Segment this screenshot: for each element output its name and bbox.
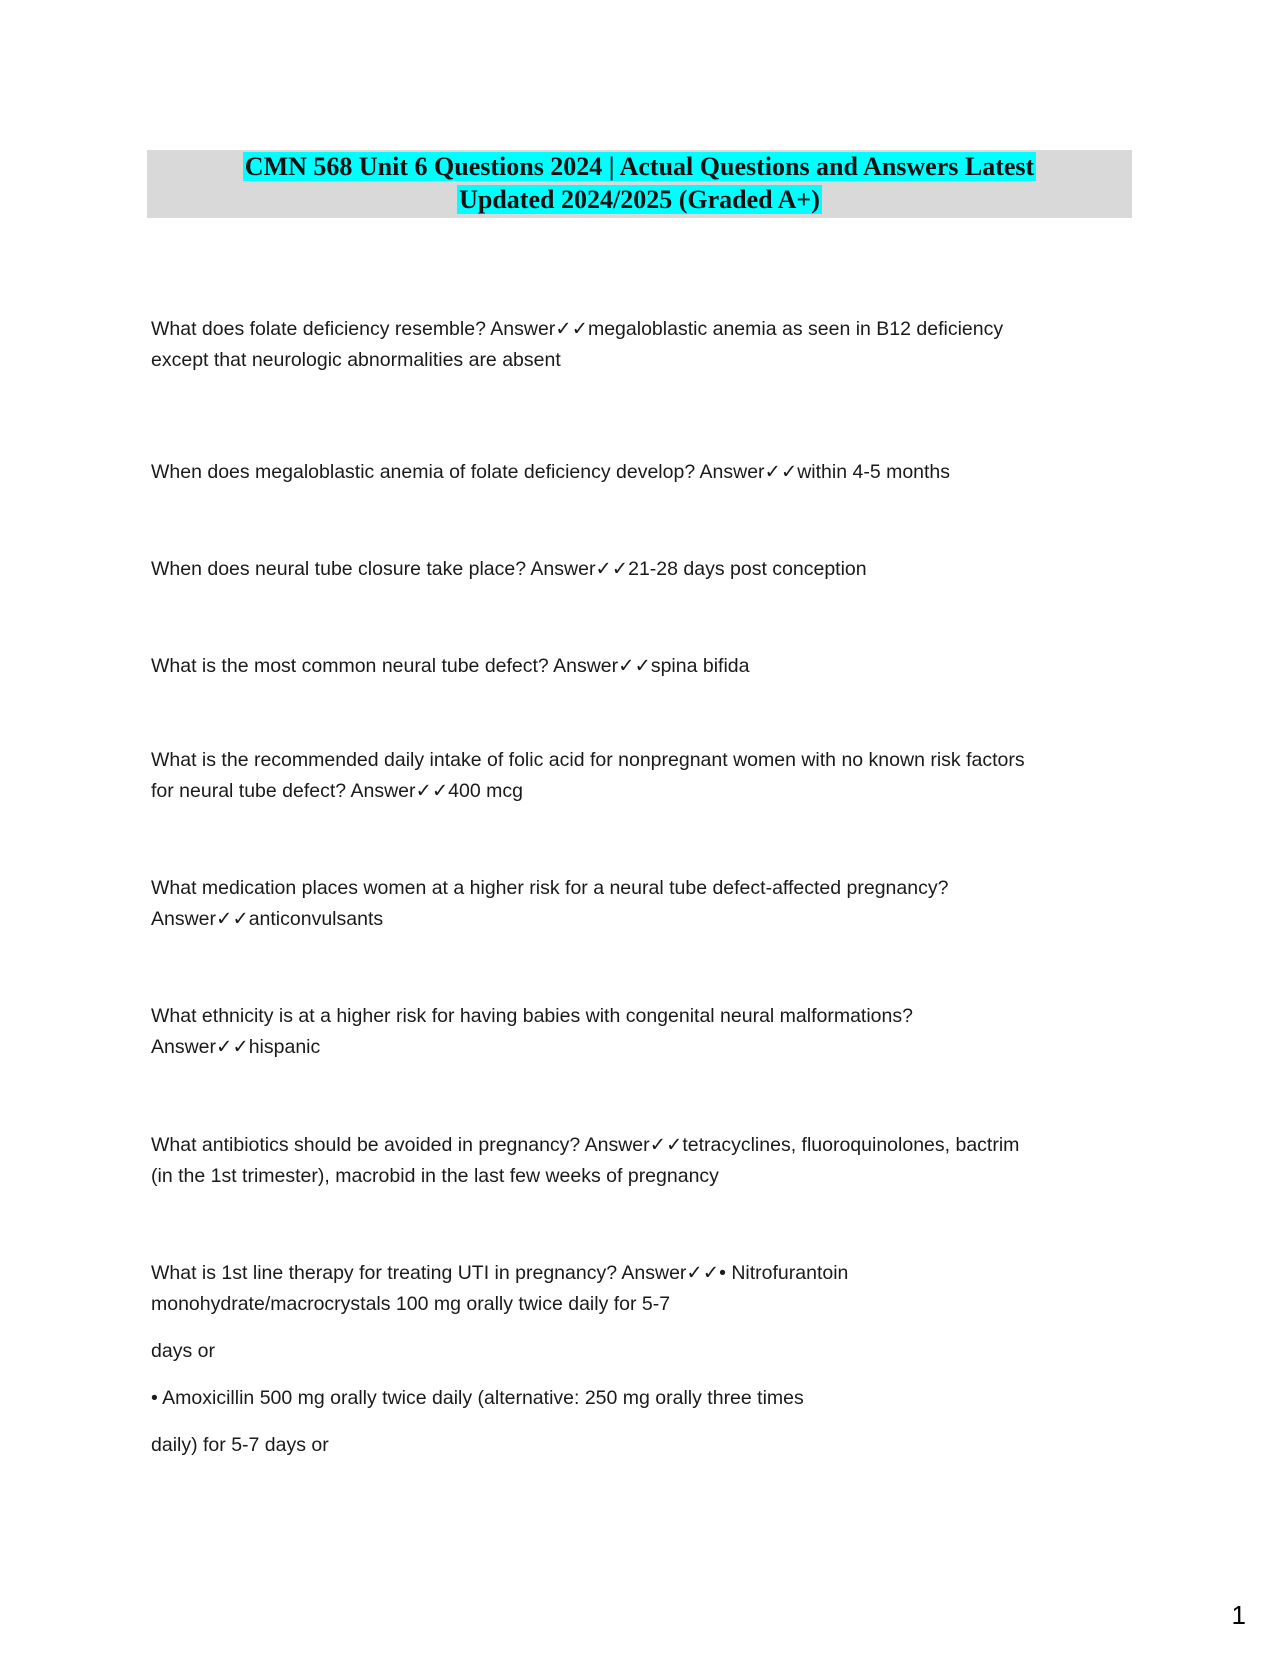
qa-item-5	[151, 745, 1136, 807]
title-line-1	[147, 150, 1132, 183]
qa-line: Answer✓✓hispanic	[151, 1036, 321, 1058]
qa-line: monohydrate/macrocrystals 100 mg orally twice daily for 5-7	[151, 1293, 671, 1315]
qa-line: When does neural tube closure take place? Answer✓✓21-28 days post conception	[151, 558, 867, 580]
qa-line: What is the most common neural tube defect? Answer✓✓spina bifida	[151, 655, 750, 677]
qa-line: (in the 1st trimester), macrobid in the last few weeks of pregnancy	[151, 1165, 719, 1187]
qa-line: • Amoxicillin 500 mg orally twice daily (alternative: 250 mg orally three times	[151, 1387, 804, 1409]
qa-line: for neural tube defect? Answer✓✓400 mcg	[151, 780, 523, 802]
qa-item-6	[151, 873, 1136, 935]
qa-line: What does folate deficiency resemble? Answer✓✓megaloblastic anemia as seen in B12 deficiency	[151, 318, 1004, 340]
qa-item-4	[151, 651, 1136, 682]
qa-line: What is the recommended daily intake of folic acid for nonpregnant women with no known risk factors	[151, 749, 1025, 771]
title-highlight-1: CMN 568 Unit 6 Questions 2024 | Actual Questions and Answers Latest	[244, 152, 1035, 181]
qa-line: What medication places women at a higher risk for a neural tube defect-affected pregnancy?	[151, 877, 949, 899]
qa-line: except that neurologic abnormalities are absent	[151, 349, 561, 371]
qa-line: What ethnicity is at a higher risk for having babies with congenital neural malformations?	[151, 1005, 913, 1027]
qa-line: When does megaloblastic anemia of folate deficiency develop? Answer✓✓within 4-5 months	[151, 461, 951, 483]
document-title	[147, 150, 1132, 218]
qa-line: daily) for 5-7 days or	[151, 1434, 329, 1456]
title-line-2	[147, 183, 1132, 216]
qa-item-1	[151, 314, 1136, 376]
qa-item-2	[151, 457, 1136, 488]
qa-line: days or	[151, 1340, 215, 1362]
title-highlight-2: Updated 2024/2025 (Graded A+)	[459, 185, 820, 214]
qa-item-7	[151, 1001, 1136, 1063]
qa-line: What antibiotics should be avoided in pregnancy? Answer✓✓tetracyclines, fluoroquinolones, bactrim	[151, 1134, 1020, 1156]
qa-item-3	[151, 554, 1136, 585]
qa-line: What is 1st line therapy for treating UTI in pregnancy? Answer✓✓• Nitrofurantoin	[151, 1262, 849, 1284]
qa-item-9	[151, 1258, 1136, 1461]
page-number: 1	[1231, 1600, 1246, 1630]
qa-item-8	[151, 1130, 1136, 1192]
qa-line: Answer✓✓anticonvulsants	[151, 908, 384, 930]
